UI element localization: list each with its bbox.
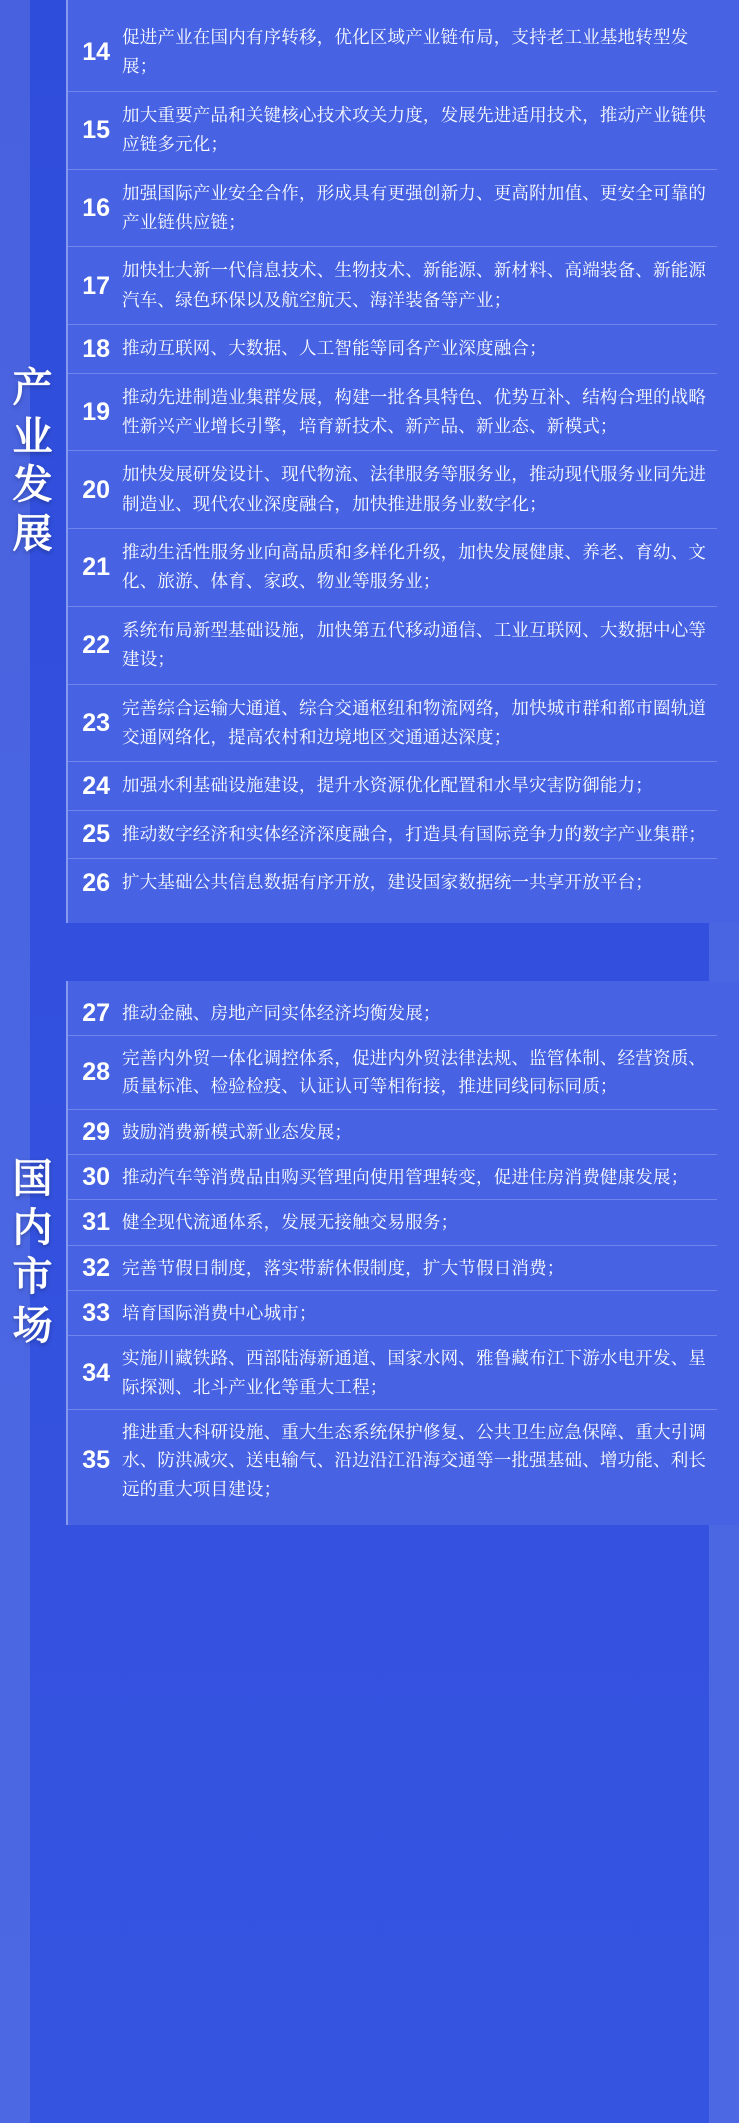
section-title-industry-development [0, 0, 66, 923]
item-text: 加大重要产品和关键核心技术攻关力度，发展先进适用技术，推动产业链供应链多元化； [122, 104, 707, 155]
section-title-char: 场 [12, 1303, 54, 1348]
item-text: 推动先进制造业集群发展，构建一批各具特色、优势互补、结构合理的战略性新兴产业增长引擎，培育新技术、新产品、新业态、新模式； [122, 386, 707, 436]
item-text: 完善内外贸一体化调控体系，促进内外贸法律法规、监管体制、经营资质、质量标准、检验检疫、认证认可等相衔接，推进同线同标同质； [122, 1047, 707, 1097]
list-item [68, 14, 717, 91]
list-item [68, 991, 717, 1035]
section-domestic-market [0, 981, 739, 1525]
section-title-char: 展 [12, 512, 54, 557]
item-text: 推进重大科研设施、重大生态系统保护修复、公共卫生应急保障、重大引调水、防洪减灾、送电输气、沿边沿江沿海交通等一批强基础、增功能、利长远的重大项目建设； [122, 1422, 707, 1499]
item-number: 16 [82, 193, 110, 222]
item-text: 加快发展研发设计、现代物流、法律服务等服务业，推动现代服务业同先进制造业、现代农业深度融合，加快推进服务业数字化； [122, 464, 707, 514]
list-item [68, 761, 717, 809]
section-items-industry-development [66, 0, 739, 923]
item-text: 健全现代流通体系，发展无接触交易服务； [122, 1212, 459, 1233]
item-text: 培育国际消费中心城市； [122, 1303, 317, 1323]
list-item [68, 1245, 717, 1290]
item-number: 33 [82, 1299, 110, 1328]
item-number: 18 [82, 334, 110, 363]
list-item [68, 1290, 717, 1335]
list-item [68, 1409, 717, 1511]
item-text: 推动生活性服务业向高品质和多样化升级，加快发展健康、养老、育幼、文化、旅游、体育、家政、物业等服务业； [122, 542, 707, 592]
list-item [68, 373, 717, 451]
section-title-char: 业 [12, 414, 54, 459]
item-number: 23 [82, 708, 110, 737]
item-number: 15 [82, 116, 110, 145]
item-text: 促进产业在国内有序转移，优化区域产业链布局，支持老工业基地转型发展； [122, 27, 689, 77]
item-number: 19 [82, 397, 110, 426]
item-number: 32 [82, 1253, 110, 1282]
list-item [68, 1035, 717, 1109]
item-number: 35 [82, 1446, 110, 1475]
section-title-char: 内 [12, 1206, 54, 1251]
item-text: 鼓励消费新模式新业态发展； [122, 1121, 353, 1142]
section-title-domestic-market [0, 981, 66, 1525]
list-item [68, 528, 717, 606]
list-item [68, 1199, 717, 1244]
list-item [68, 246, 717, 324]
item-text: 推动数字经济和实体经济深度融合，打造具有国际竞争力的数字产业集群； [122, 823, 707, 844]
item-text: 推动汽车等消费品由购买管理向使用管理转变，促进住房消费健康发展； [122, 1166, 689, 1187]
item-text: 推动互联网、大数据、人工智能等同各产业深度融合； [122, 338, 547, 359]
item-number: 25 [82, 820, 110, 849]
item-number: 17 [82, 271, 110, 300]
section-items-domestic-market [66, 981, 739, 1525]
list-item [68, 1109, 717, 1154]
item-number: 27 [82, 998, 110, 1027]
item-text: 系统布局新型基础设施，加快第五代移动通信、工业互联网、大数据中心等建设； [122, 619, 707, 670]
list-item [68, 1335, 717, 1409]
list-item [68, 684, 717, 762]
list-item [68, 169, 717, 247]
item-number: 26 [82, 868, 110, 897]
list-item [68, 450, 717, 528]
list-item [68, 810, 717, 858]
item-number: 28 [82, 1058, 110, 1087]
item-text: 加强水利基础设施建设，提升水资源优化配置和水旱灾害防御能力； [122, 775, 653, 796]
list-item [68, 858, 717, 906]
section-gap [0, 923, 739, 981]
item-number: 22 [82, 631, 110, 660]
item-text: 完善节假日制度，落实带薪休假制度，扩大节假日消费； [122, 1257, 565, 1278]
list-item [68, 91, 717, 169]
item-number: 14 [82, 38, 110, 67]
section-title-char: 产 [12, 365, 54, 410]
item-number: 29 [82, 1117, 110, 1146]
list-item [68, 324, 717, 372]
section-title-char: 市 [12, 1254, 54, 1299]
section-title-char: 国 [12, 1157, 54, 1202]
item-number: 24 [82, 771, 110, 800]
item-text: 加强国际产业安全合作，形成具有更强创新力、更高附加值、更安全可靠的产业链供应链； [122, 182, 707, 232]
item-text: 加快壮大新一代信息技术、生物技术、新能源、新材料、高端装备、新能源汽车、绿色环保以及航空航天、海洋装备等产业； [122, 260, 707, 310]
item-text: 实施川藏铁路、西部陆海新通道、国家水网、雅鲁藏布江下游水电开发、星际探测、北斗产业化等重大工程； [122, 1348, 707, 1397]
section-title-char: 发 [12, 463, 54, 508]
section-industry-development [0, 0, 739, 923]
item-number: 21 [82, 553, 110, 582]
item-text: 推动金融、房地产同实体经济均衡发展； [122, 1002, 441, 1023]
item-number: 34 [82, 1358, 110, 1387]
list-item [68, 606, 717, 684]
item-number: 20 [82, 475, 110, 504]
item-number: 30 [82, 1163, 110, 1192]
item-text: 完善综合运输大通道、综合交通枢纽和物流网络，加快城市群和都市圈轨道交通网络化，提高农村和边境地区交通通达深度； [122, 697, 707, 748]
item-number: 31 [82, 1208, 110, 1237]
item-text: 扩大基础公共信息数据有序开放，建设国家数据统一共享开放平台； [122, 872, 653, 893]
list-item [68, 1154, 717, 1199]
